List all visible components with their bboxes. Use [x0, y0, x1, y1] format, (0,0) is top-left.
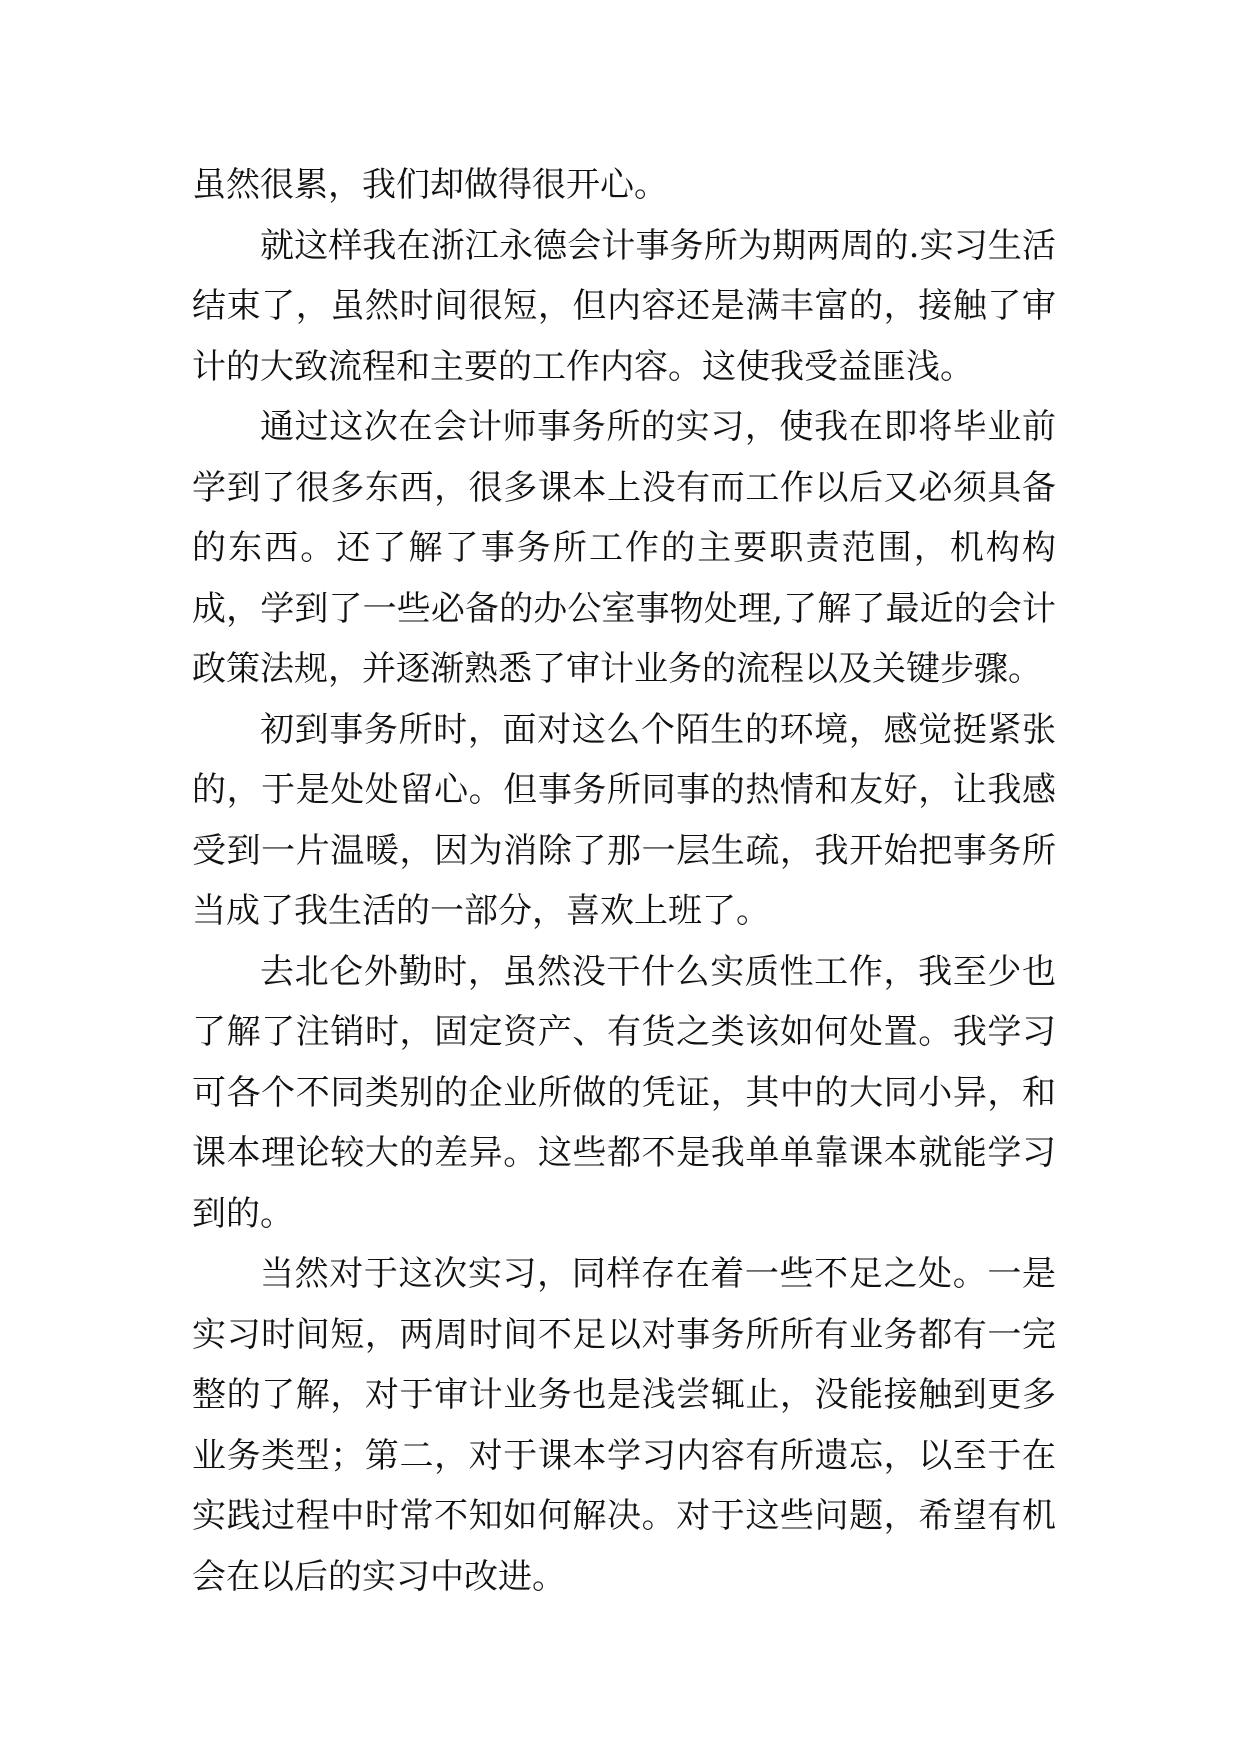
paragraph-2: 就这样我在浙江永德会计事务所为期两周的.实习生活结束了，虽然时间很短，但内容还是满丰富的，接触了审计的大致流程和主要的工作内容。这使我受益匪浅。 [192, 225, 1056, 387]
paragraph-6: 当然对于这次实习，同样存在着一些不足之处。一是实习时间短，两周时间不足以对事务所所有业务都有一完整的了解，对于审计业务也是浅尝辄止，没能接触到更多业务类型；第二，对于课本学习内容有所遗忘，以至于在实践过程中时常不知如何解决。对于这些问题，希望有机会在以后的实习中改进。 [192, 1254, 1056, 1597]
paragraph-4: 初到事务所时，面对这么个陌生的环境，感觉挺紧张的，于是处处留心。但事务所同事的热情和友好，让我感受到一片温暖，因为消除了那一层生疏，我开始把事务所当成了我生活的一部分，喜欢上班了。 [192, 709, 1056, 931]
paragraph-5: 去北仑外勤时，虽然没干什么实质性工作，我至少也了解了注销时，固定资产、有货之类该如何处置。我学习可各个不同类别的企业所做的凭证，其中的大同小异，和课本理论较大的差异。这些都不是我单单靠课本就能学习到的。 [192, 951, 1056, 1234]
paragraph-3: 通过这次在会计师事务所的实习，使我在即将毕业前学到了很多东西，很多课本上没有而工作以后又必须具备的东西。还了解了事务所工作的主要职责范围，机构构成，学到了一些必备的办公室事物处理,了解了最近的会计政策法规，并逐渐熟悉了审计业务的流程以及关键步骤。 [192, 407, 1056, 689]
document-page [192, 155, 1056, 1607]
paragraph-1: 虽然很累，我们却做得很开心。 [192, 165, 668, 205]
